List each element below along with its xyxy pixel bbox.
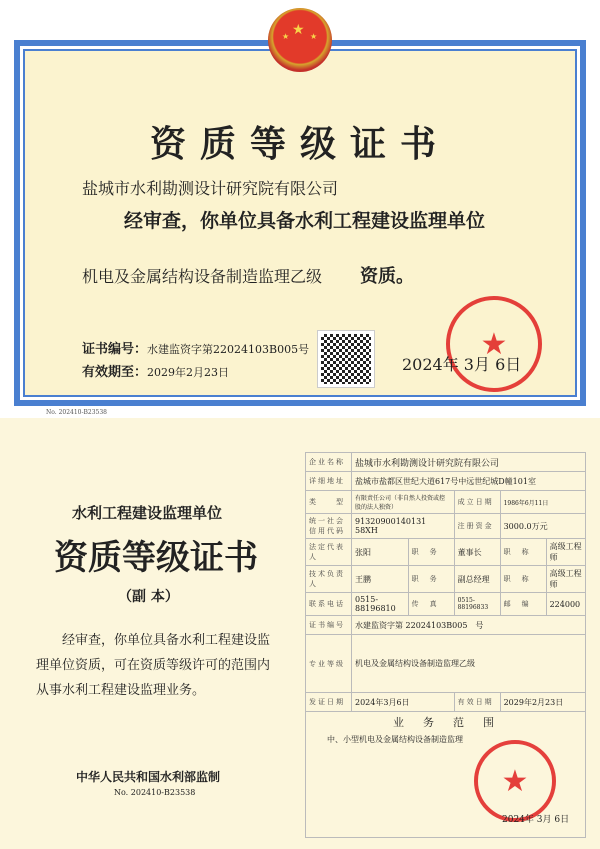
copy-text: 经审查，你单位具备水利工程建设监理单位资质，可在资质等级许可的范围内从事水利工程建设监理业务。 xyxy=(36,633,271,698)
table-cell: 2024年3月6日 xyxy=(352,693,455,712)
table-cell: 2029年2月23日 xyxy=(500,693,585,712)
table-cell: 职 称 xyxy=(500,539,546,566)
national-emblem: ★ ★ ★ xyxy=(268,8,332,72)
qualification: 机电及金属结构设备制造监理乙级 xyxy=(82,267,323,286)
table-cell: 成立日期 xyxy=(454,491,500,514)
table-cell: 0515-88196833 xyxy=(454,593,500,616)
copy-label: （副 本） xyxy=(118,589,179,605)
copy-date: 2024年 3月 6日 xyxy=(502,815,570,825)
table-cell: 传 真 xyxy=(408,593,454,616)
scope-label: 业 务 范 围 xyxy=(393,716,498,729)
table-cell: 详细地址 xyxy=(306,472,352,491)
table-cell: 董事长 xyxy=(454,539,500,566)
certificate-copy xyxy=(0,418,600,849)
table-cell: 职 务 xyxy=(408,566,454,593)
table-cell: 职 务 xyxy=(408,539,454,566)
table-cell: 法定代表人 xyxy=(306,539,352,566)
issue-date: 2024年 3月 6日 xyxy=(402,355,522,374)
table-cell: 高级工程师 xyxy=(546,539,585,566)
official-seal-copy: ★ xyxy=(474,740,556,822)
info-table xyxy=(305,452,586,838)
official-seal: ★ xyxy=(446,296,542,392)
table-cell xyxy=(306,712,586,838)
table-cell: 机电及金属结构设备制造监理乙级 xyxy=(352,635,586,693)
valid-date: 2029年2月23日 xyxy=(147,366,230,379)
cert-no: 水建监资字第22024103B005号 xyxy=(147,343,310,356)
certificate-original xyxy=(14,40,586,406)
table-cell: 副总经理 xyxy=(454,566,500,593)
table-cell: 证书编号 xyxy=(306,616,352,635)
table-cell: 有效日期 xyxy=(454,693,500,712)
table-cell: 盐城市盐都区世纪大道617号中远世纪城D幢101室 xyxy=(352,472,586,491)
issuer: 中华人民共和国水利部监制 xyxy=(76,770,221,784)
valid-label: 有效期至： xyxy=(82,365,148,380)
statement: 经审查，你单位具备水利工程建设监理单位 xyxy=(124,210,486,232)
table-cell: 3000.0万元 xyxy=(500,514,585,539)
table-cell: 职 称 xyxy=(500,566,546,593)
copy-subtitle: 水利工程建设监理单位 xyxy=(72,504,223,522)
table-cell: 水建监资字第 22024103B005 号 xyxy=(352,616,586,635)
company-name: 盐城市水利勘测设计研究院有限公司 xyxy=(82,179,339,198)
table-cell: 企业名称 xyxy=(306,453,352,472)
certificate-title: 资质等级证书 xyxy=(149,123,450,165)
table-cell: 统一社会信用代码 xyxy=(306,514,352,539)
table-cell: 91320900140131 58XH xyxy=(352,514,455,539)
table-cell: 类 型 xyxy=(306,491,352,514)
table-cell: 邮 编 xyxy=(500,593,546,616)
table-cell: 王鹏 xyxy=(352,566,409,593)
table-cell: 0515-88196810 xyxy=(352,593,409,616)
table-cell: 专业等级 xyxy=(306,635,352,693)
table-cell: 有限责任公司（非自然人投资或控股的法人独资） xyxy=(352,491,455,514)
table-cell: 张阳 xyxy=(352,539,409,566)
table-cell: 技术负责人 xyxy=(306,566,352,593)
qualification-suffix: 资质。 xyxy=(360,266,414,287)
qr-code[interactable] xyxy=(318,331,374,387)
table-cell: 224000 xyxy=(546,593,585,616)
scope: 中、小型机电及金属结构设备制造监理 xyxy=(327,735,463,744)
copy-title: 资质等级证书 xyxy=(54,538,258,578)
table-cell: 盐城市水利勘测设计研究院有限公司 xyxy=(352,453,586,472)
serial-top: No. 202410-B23538 xyxy=(46,409,107,416)
table-cell: 注册资金 xyxy=(454,514,500,539)
table-cell: 1986年6月11日 xyxy=(500,491,585,514)
table-cell: 高级工程师 xyxy=(546,566,585,593)
serial-copy: No. 202410-B23538 xyxy=(114,788,196,797)
table-cell: 发证日期 xyxy=(306,693,352,712)
cert-no-label: 证书编号： xyxy=(82,342,148,357)
table-cell: 联系电话 xyxy=(306,593,352,616)
